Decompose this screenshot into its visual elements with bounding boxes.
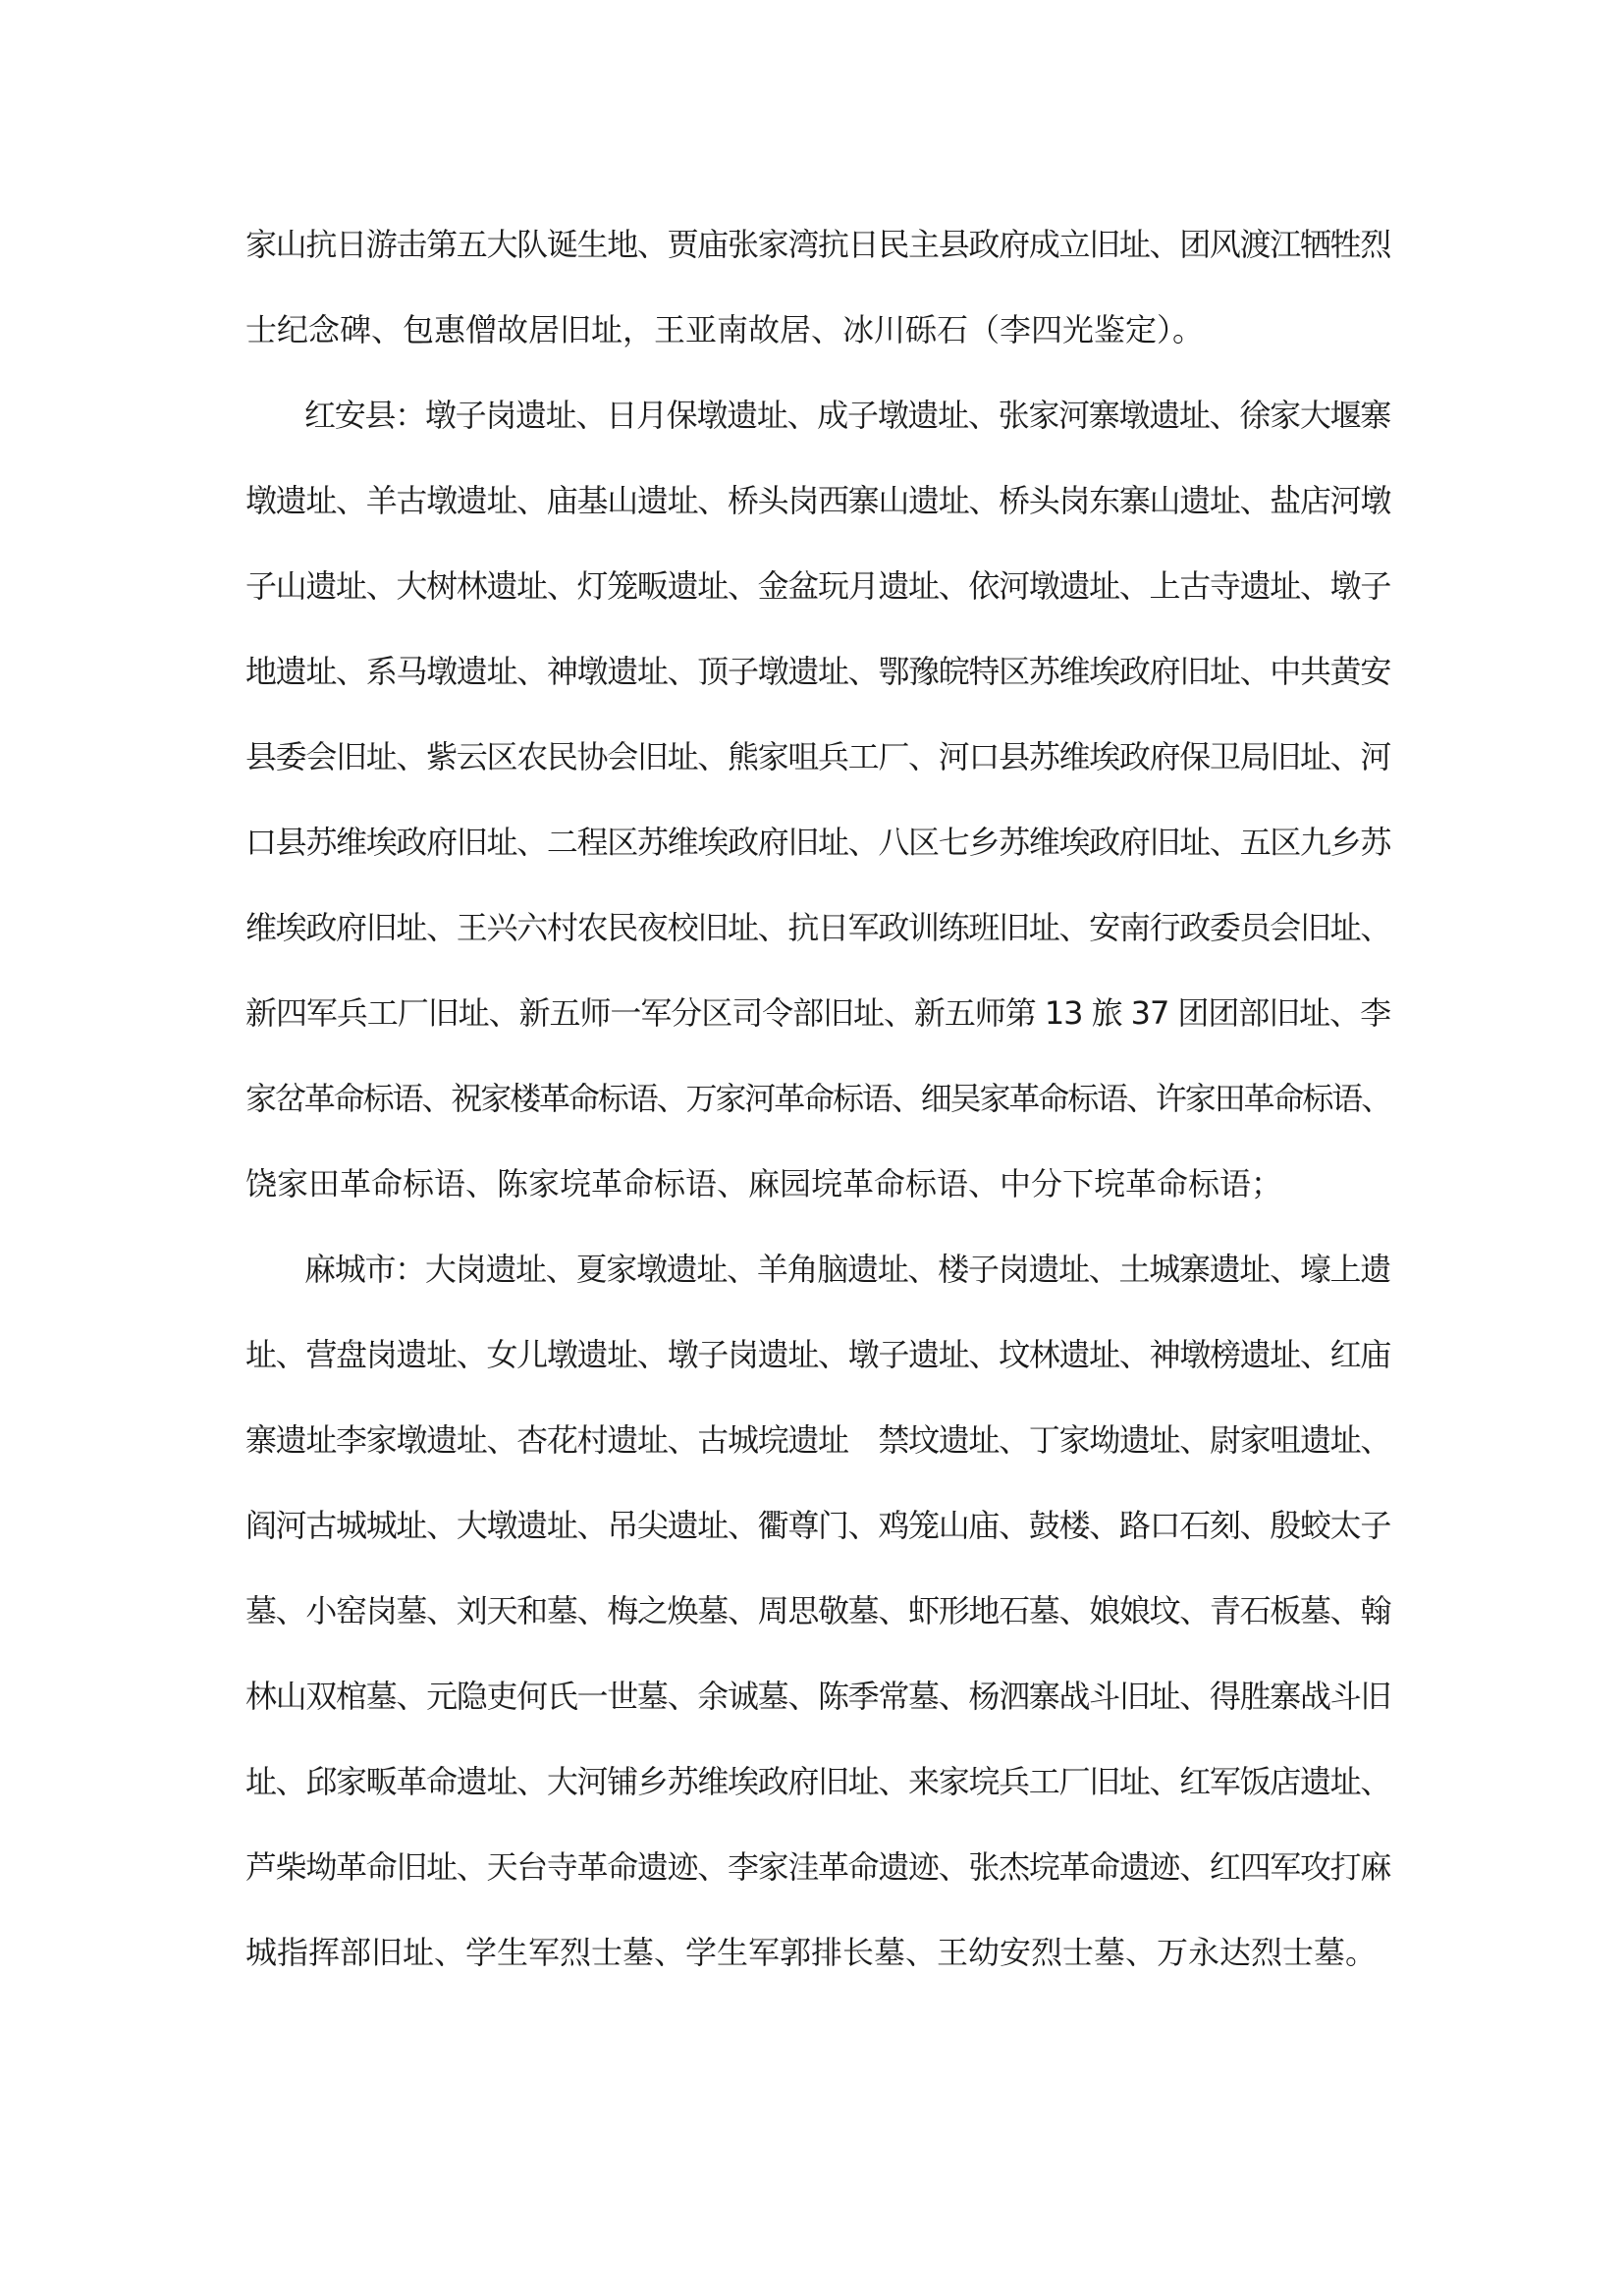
text-line: 城指挥部旧址、学生军烈士墓、学生军郭排长墓、王幼安烈士墓、万永达烈士墓。 — [245, 1934, 1378, 1971]
text-line: 子山遗址、大树林遗址、灯笼畈遗址、金盆玩月遗址、依河墩遗址、上古寺遗址、墩子 — [245, 567, 1390, 605]
text-line: 县委会旧址、紫云区农民协会旧址、熊家咀兵工厂、河口县苏维埃政府保卫局旧址、河 — [245, 738, 1390, 775]
text-line: 地遗址、系马墩遗址、神墩遗址、顶子墩遗址、鄂豫皖特区苏维埃政府旧址、中共黄安 — [245, 653, 1390, 690]
text-line: 饶家田革命标语、陈家垸革命标语、麻园垸革命标语、中分下垸革命标语； — [245, 1165, 1283, 1202]
text-line: 墩遗址、羊古墩遗址、庙基山遗址、桥头岗西寨山遗址、桥头岗东寨山遗址、盐店河墩 — [245, 482, 1390, 519]
text-line: 墓、小窑岗墓、刘天和墓、梅之焕墓、周思敬墓、虾形地石墓、娘娘坟、青石板墓、翰 — [245, 1592, 1390, 1629]
document-body — [245, 212, 1390, 2005]
text-line: 家山抗日游击第五大队诞生地、贾庙张家湾抗日民主县政府成立旧址、团风渡江牺牲烈 — [245, 226, 1390, 263]
text-line: 阎河古城城址、大墩遗址、吊尖遗址、衢尊门、鸡笼山庙、鼓楼、路口石刻、殷蛟太子 — [245, 1507, 1390, 1544]
text-line: 家岔革命标语、祝家楼革命标语、万家河革命标语、细吴家革命标语、许家田革命标语、 — [245, 1080, 1391, 1117]
text-line: 新四军兵工厂旧址、新五师一军分区司令部旧址、新五师第 13 旅 37 团团部旧址、李 — [245, 994, 1391, 1032]
text-line: 麻城市：大岗遗址、夏家墩遗址、羊角脑遗址、楼子岗遗址、土城寨遗址、壕上遗 — [304, 1251, 1390, 1288]
text-line: 寨遗址李家墩遗址、杏花村遗址、古城垸遗址 禁坟遗址、丁家坳遗址、尉家咀遗址、 — [245, 1421, 1390, 1459]
text-line: 维埃政府旧址、王兴六村农民夜校旧址、抗日军政训练班旧址、安南行政委员会旧址、 — [245, 909, 1390, 946]
text-line: 红安县：墩子岗遗址、日月保墩遗址、成子墩遗址、张家河寨墩遗址、徐家大堰寨 — [304, 397, 1390, 434]
text-line: 士纪念碑、包惠僧故居旧址，王亚南故居、冰川砾石（李四光鉴定）。 — [245, 311, 1205, 348]
text-line: 址、营盘岗遗址、女儿墩遗址、墩子岗遗址、墩子遗址、坟林遗址、神墩榜遗址、红庙 — [245, 1336, 1390, 1373]
text-line: 芦柴坳革命旧址、天台寺革命遗迹、李家洼革命遗迹、张杰垸革命遗迹、红四军攻打麻 — [245, 1848, 1390, 1886]
text-line: 口县苏维埃政府旧址、二程区苏维埃政府旧址、八区七乡苏维埃政府旧址、五区九乡苏 — [245, 824, 1390, 861]
text-line: 林山双棺墓、元隐吏何氏一世墓、余诚墓、陈季常墓、杨泗寨战斗旧址、得胜寨战斗旧 — [245, 1678, 1390, 1715]
text-line: 址、邱家畈革命遗址、大河铺乡苏维埃政府旧址、来家垸兵工厂旧址、红军饭店遗址、 — [245, 1763, 1390, 1800]
